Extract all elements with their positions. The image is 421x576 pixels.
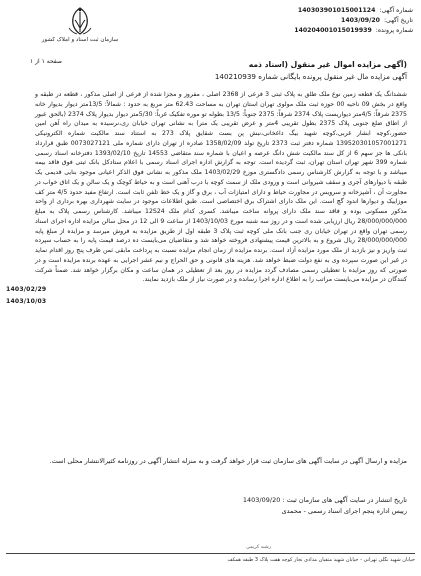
publication-date: تاریخ انتشار در سایت آگهی های سازمان ثبت : 1403/09/20 — [242, 496, 407, 504]
emblem-icon — [63, 6, 97, 36]
office-address: خیابان شهید نگلی تهرانی - خیابان شهید متقیان مدادی نجار کوچه هفت پلاک 3 طبقه همکف — [227, 557, 415, 563]
margin-date-2: 1403/10/03 — [6, 298, 47, 305]
file-number-label: شماره پرونده: — [375, 27, 413, 34]
footer-divider — [6, 553, 415, 554]
page-number: صفحه ۱ از ۱ — [30, 58, 62, 65]
file-number: 140204001015019939 — [294, 27, 372, 34]
notice-date: 1403/09/20 — [341, 17, 380, 24]
file-number-row — [294, 26, 413, 36]
notice-footer — [15, 495, 407, 516]
org-name: سازمان ثبت اسناد و املاک کشور — [41, 37, 119, 43]
margin-date-1: 1403/02/29 — [6, 286, 47, 293]
notice-body: ششدانگ یک قطعه زمین نوع ملک طلق به پلاک ثبتی 3 فرعی از 2368 اصلی ، مفروز و مجزا شده از فرعی از اصلی مذکور ، قطعه در طبقه و واقع در بخش 09 ناحیه 00 حوزه ثبت ملک مولوی تهران استان تهران به مساحت 62.43 متر مربع به حدود : شمالاً: 13/5متر دیوار بدیوار خانه 2375 شرقاً: 4/5متر دیواریست پلاک 2374 شرقاً: 2375 جنوباً: 13/5 بطوله تو موره تفکیک غرباً: 5/30متر دیوار بدیوار پلاک 2374 (بالحق عبور از اطاق ضلع جنوبی پلاک 2375 بطول تقریبی 4متر و عرض تقریبی یک متر) به نشانی تهران خیابان ری،نرسیده به میدان راه آهن امین حضور،کوچه ابشار غربی،کوچه شهید بیگ داغخانی،نبش پن بست شقایق پلاک 273 به استناد سند مالکیت شماره الکترونیکی 139520301057001271 شماره دفتر ثبت 2373 تاریخ تولد 1358/02/09 صادره از تهران دارای شماره ملی 0073027121 طبق قرارداد بانکی ها جز سهم 6 از کل سند مالکیت شش دانگ عرصه و اعیان با شماره سند متقاضی 14553 تاریخ 1393/02/10 دفترخانه اسناد رسمی شماره 399 شهر تهران استان تهران، ثبت گردیده است. توجه به گزارش اداره اجرای اسناد رسمی با اعلام ستادکل بانک ثبتی فوق فاقد بیمه میباشد و با توجه به گزارش کارشناس رسمی دادگستری مورخ 1403/02/29 ملک مذکور به نشانی فوق الذکر اعیانی موجود بنایی قدیمی یک طبقه با دیوارهای آجری و سقف شیروانی است و ورودی ملک از سمت کوچه با درب آهنی است و به حیاط کوچک و یک سالن و یک اتاق خواب در مجاورت آن ، آشپزخانه و سرویس در مجاورت حیاط و دارای امتیازات آب ، برق و گاز و یک خط تلفن ثابت است. ارتفاع مفید حدود 4/5 متر کف موزاییک و دیوارها اندود گچ است. این ملک دارای اشتراک برق اختصاصی است. طبق اطلاعات موجود در سایت شهرداری بهره برداری از واحد مذکور مسکونی بوده و فاقد سند ملک دارای پروانه ساخت میباشد. کسری کدام ملک 12S24 میباشد. کارشناس رسمی پلاک به مبلغ 28/000/000/000 ریال ارزیابی شده است و در روز سه شنبه مورخ 1403/10/03 از ساعت 9 الی 12 در محل سالن مزایده اداره اجرای اسناد رسمی تهران واقع در تهران خیابان ری جنب بانک ملی کوچه ثبت پلاک 3 طبقه اول از طریق مزایده به فروش میرسد و مزایده از مبلغ پایه 28/000/000/000 ریال شروع و به بالاترین قیمت پیشنهادی فروخته خواهد شد و متقاضیان می‌بایست ده درصد قیمت پایه را به حساب سپرده ثبت واریز و نیز بازدید از ملک مورد مزایده آزاد است. برنده مزایده از زمان انجام مزایده نسبت به پرداخت مابقی ثمن ظرف پنج روز اقدام نماید در غیر این صورت سپرده وی به نفع دولت ضبط خواهد شد. هزینه های قانونی و حق الحراج و نیم عشر اجرایی به عهده برنده مزایده است و در صورتی که روز مزایده با تعطیلی رسمی مصادف گردد مزایده در روز بعد از تعطیلی در همان ساعت و مکان برگزار خواهد شد. ضمناً شرکت کنندگان در مزایده می‌بایست مراتب را به اطلاع اداره اجرا رسانده و در صورت نیاز از ملک بازدید نمایند. — [35, 91, 407, 284]
notice-number: 140303901015001124 — [297, 7, 376, 14]
official-signature: رییس اداره پنجم اجرای اسناد رسمی - محمدی — [281, 506, 407, 515]
notice-date-row — [294, 16, 413, 26]
notice-date-label: تاریخ آگهی: — [383, 17, 413, 24]
closing-paragraph: مزایده و ارسال آگهی در سایت آگهی های سازمان ثبت قرار خواهد گرفت و به منزله انتشار آگهی در روزنامه کثیرالانتشار محلی است. — [49, 457, 407, 465]
signer-name: رشید کریمی — [246, 545, 271, 550]
notice-meta — [294, 6, 413, 36]
notice-title: (آگهی مزایده اموال غیر منقول (اسناد ذمه — [248, 60, 407, 69]
org-logo — [34, 6, 126, 44]
notice-number-label: شماره آگهی: — [379, 7, 413, 14]
notice-number-row — [294, 6, 413, 16]
notice-subtitle: آگهی مزایده مال غیر منقول پرونده بایگانی شماره 140210939 — [214, 72, 407, 81]
